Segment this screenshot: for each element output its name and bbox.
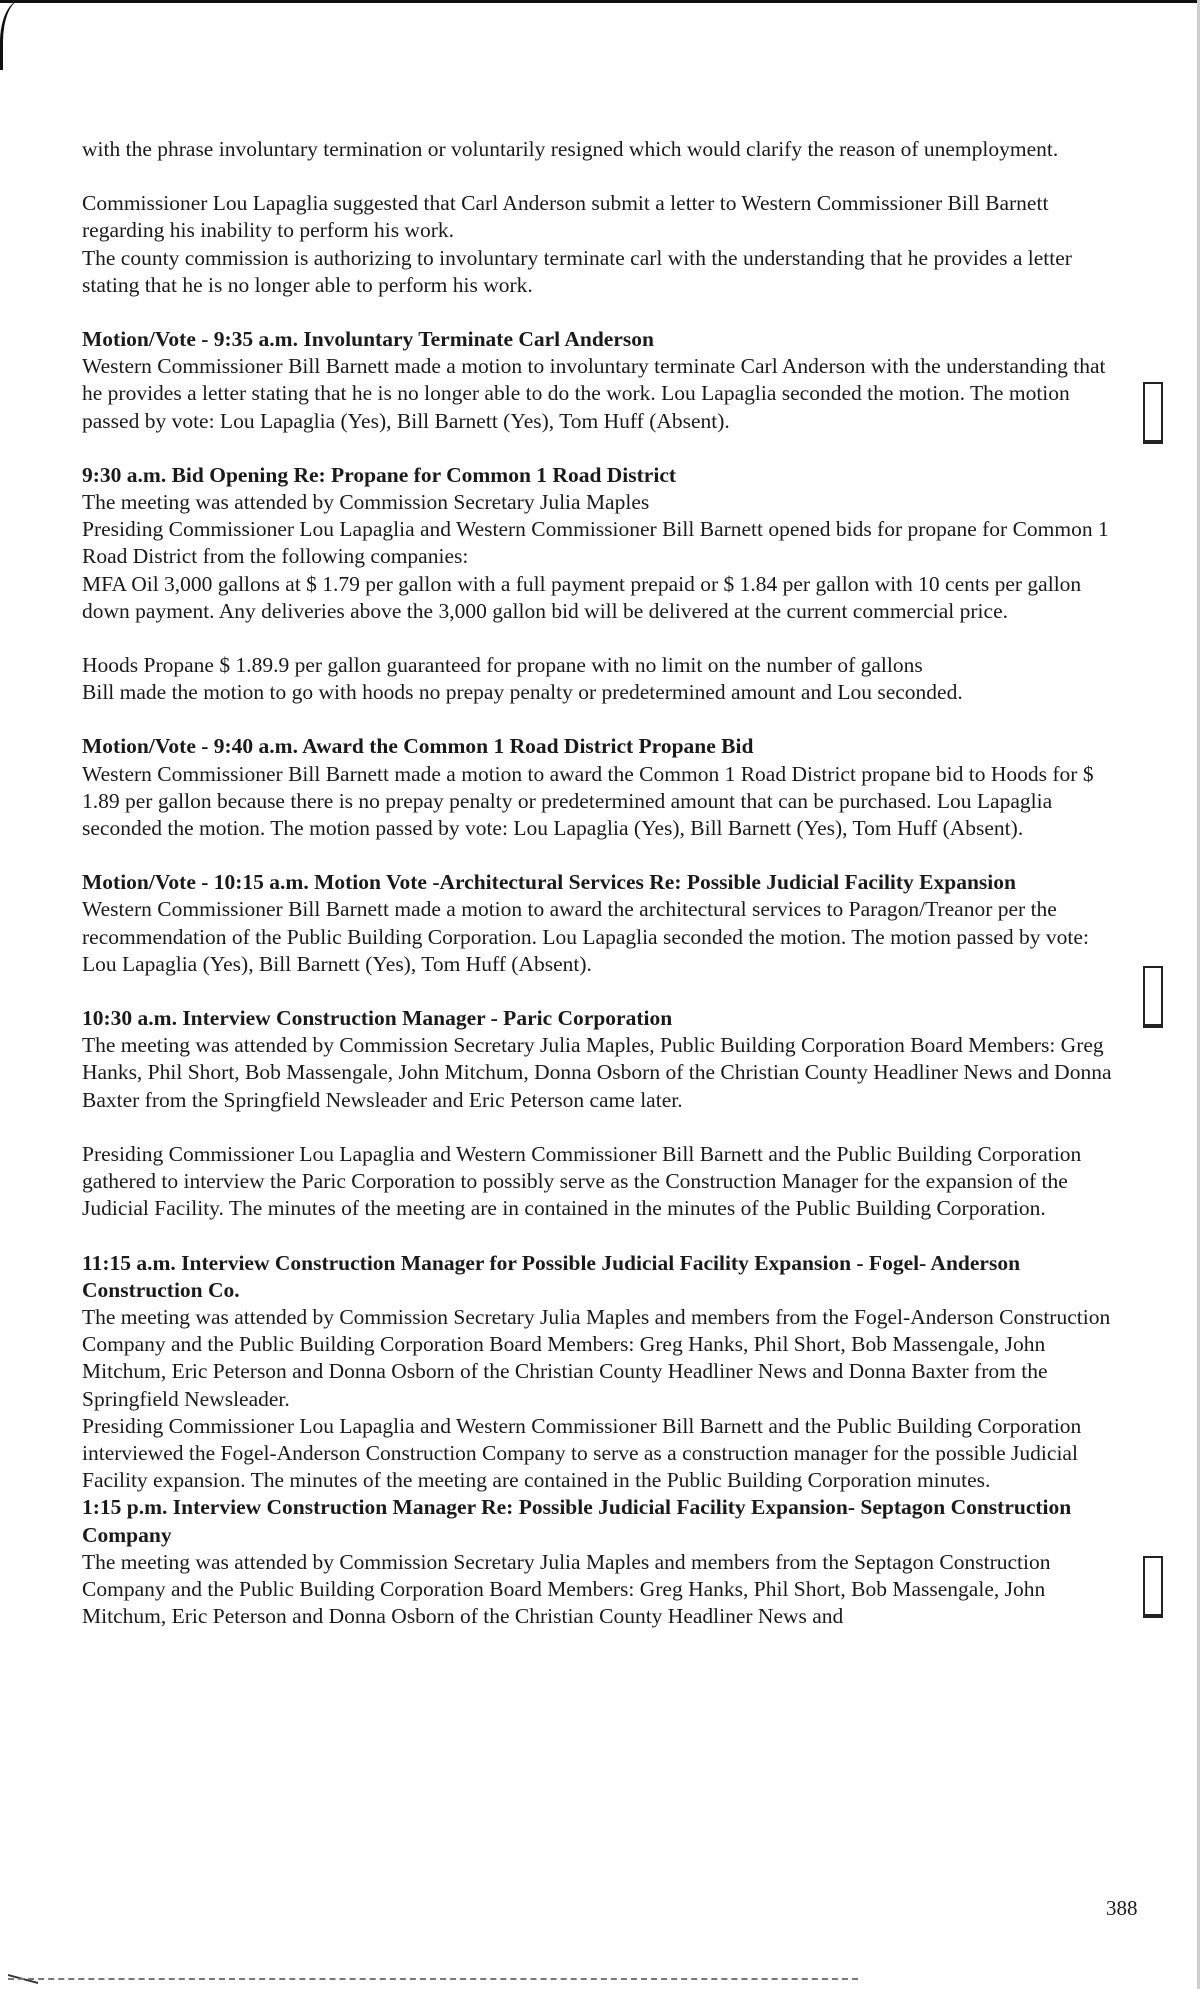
paragraph: The meeting was attended by Commission Secretary Julia Maples and members from the Fogel-Anderson Construction Company and the Public Building Corporation Board Members: Greg Hanks, Phil Short, Bob Massengale, John Mitchum, Eric Peterson and Donna Osborn of the Christian County Headliner News and Donna Baxter from the Springfield Newsleader. xyxy=(82,1304,1111,1411)
minutes-block xyxy=(82,652,1112,706)
paragraph: The meeting was attended by Commission Secretary Julia Maples xyxy=(82,490,650,515)
paragraph: Bill made the motion to go with hoods no prepay penalty or predetermined amount and Lou seconded. xyxy=(82,680,963,705)
section-heading: Motion/Vote - 9:35 a.m. Involuntary Terminate Carl Anderson xyxy=(82,327,654,352)
minutes-block xyxy=(82,326,1112,435)
margin-bracket-mark xyxy=(1143,382,1163,444)
paragraph: Western Commissioner Bill Barnett made a motion to involuntary terminate Carl Anderson with the understanding that he provides a letter stating that he is no longer able to do the work. Lou Lapaglia seconded the motion. The motion passed by vote: Lou Lapaglia (Yes), Bill Barnett (Yes), Tom Huff (Absent). xyxy=(82,354,1106,433)
minutes-block xyxy=(82,462,1112,625)
paragraph: The meeting was attended by Commission Secretary Julia Maples and members from the Septagon Construction Company and the Public Building Corporation Board Members: Greg Hanks, Phil Short, Bob Massengale, John Mitchum, Eric Peterson and Donna Osborn of the Christian County Headliner News and xyxy=(82,1549,1051,1629)
paragraph: The county commission is authorizing to involuntary terminate carl with the understanding that he provides a letter stating that he is no longer able to perform his work. xyxy=(82,245,1072,297)
minutes-block xyxy=(82,1250,1112,1495)
scan-bottom-corner xyxy=(8,1958,38,1984)
scan-top-edge xyxy=(0,0,1200,3)
minutes-block xyxy=(82,136,1112,163)
section-heading: 11:15 a.m. Interview Construction Manager for Possible Judicial Facility Expansion - Fogel- Anderson Construction Co. xyxy=(82,1250,1021,1302)
paragraph: Presiding Commissioner Lou Lapaglia and Western Commissioner Bill Barnett and the Public Building Corporation gathered to interview the Paric Corporation to possibly serve as the Construction Manager for the expansion of the Judicial Facility. The minutes of the meeting are in contained in the minutes of the Public Building Corporation. xyxy=(82,1141,1082,1221)
minutes-block xyxy=(82,733,1112,842)
section-heading: 1:15 p.m. Interview Construction Manager Re: Possible Judicial Facility Expansion- Septagon Construction Company xyxy=(82,1495,1072,1547)
minutes-body xyxy=(82,136,1112,1630)
paragraph: Presiding Commissioner Lou Lapaglia and Western Commissioner Bill Barnett and the Public Building Corporation interviewed the Fogel-Anderson Construction Company to serve as a construction manager for the possible Judicial Facility expansion. The minutes of the meeting are contained in the Public Building Corporation minutes. xyxy=(82,1413,1082,1493)
minutes-block xyxy=(82,869,1112,978)
paragraph: Western Commissioner Bill Barnett made a motion to award the Common 1 Road District propane bid to Hoods for $ 1.89 per gallon because there is no prepay penalty or predetermined amount that can be purchased. Lou Lapaglia seconded the motion. The motion passed by vote: Lou Lapaglia (Yes), Bill Barnett (Yes), Tom Huff (Absent). xyxy=(82,761,1094,841)
paragraph: Commissioner Lou Lapaglia suggested that Carl Anderson submit a letter to Western Commissioner Bill Barnett regarding his inability to perform his work. xyxy=(82,191,1049,243)
margin-bracket-mark xyxy=(1143,1556,1163,1618)
section-heading: 10:30 a.m. Interview Construction Manager - Paric Corporation xyxy=(82,1006,673,1031)
minutes-block xyxy=(82,190,1112,299)
paragraph: Presiding Commissioner Lou Lapaglia and Western Commissioner Bill Barnett opened bids for propane for Common 1 Road District from the following companies: xyxy=(82,517,1109,569)
section-heading: Motion/Vote - 9:40 a.m. Award the Common 1 Road District Propane Bid xyxy=(82,734,754,759)
paragraph: MFA Oil 3,000 gallons at $ 1.79 per gallon with a full payment prepaid or $ 1.84 per gallon with 10 cents per gallon down payment. Any deliveries above the 3,000 gallon bid will be delivered at the current commercial price. xyxy=(82,571,1082,623)
margin-bracket-mark xyxy=(1143,966,1163,1028)
paragraph: with the phrase involuntary termination or voluntarily resigned which would clarify the reason of unemployment. xyxy=(82,137,1059,161)
section-heading: Motion/Vote - 10:15 a.m. Motion Vote -Architectural Services Re: Possible Judicial Facility Expansion xyxy=(82,870,1016,895)
scan-bottom-edge xyxy=(8,1978,858,1980)
paragraph: The meeting was attended by Commission Secretary Julia Maples, Public Building Corporation Board Members: Greg Hanks, Phil Short, Bob Massengale, John Mitchum, Donna Osborn of the Christian County Headliner News and Donna Baxter from the Springfield Newsleader and Eric Peterson came later. xyxy=(82,1033,1112,1112)
minutes-block xyxy=(82,1005,1112,1114)
minutes-block xyxy=(82,1141,1112,1223)
minutes-block xyxy=(82,1494,1112,1630)
scan-page-corner xyxy=(0,0,21,70)
page-number: 388 xyxy=(1106,1896,1138,1920)
section-heading: 9:30 a.m. Bid Opening Re: Propane for Common 1 Road District xyxy=(82,462,677,487)
paragraph: Western Commissioner Bill Barnett made a motion to award the architectural services to Paragon/Treanor per the recommendation of the Public Building Corporation. Lou Lapaglia seconded the motion. The motion passed by vote: Lou Lapaglia (Yes), Bill Barnett (Yes), Tom Huff (Absent). xyxy=(82,897,1089,976)
paragraph: Hoods Propane $ 1.89.9 per gallon guaranteed for propane with no limit on the number of gallons xyxy=(82,653,923,678)
